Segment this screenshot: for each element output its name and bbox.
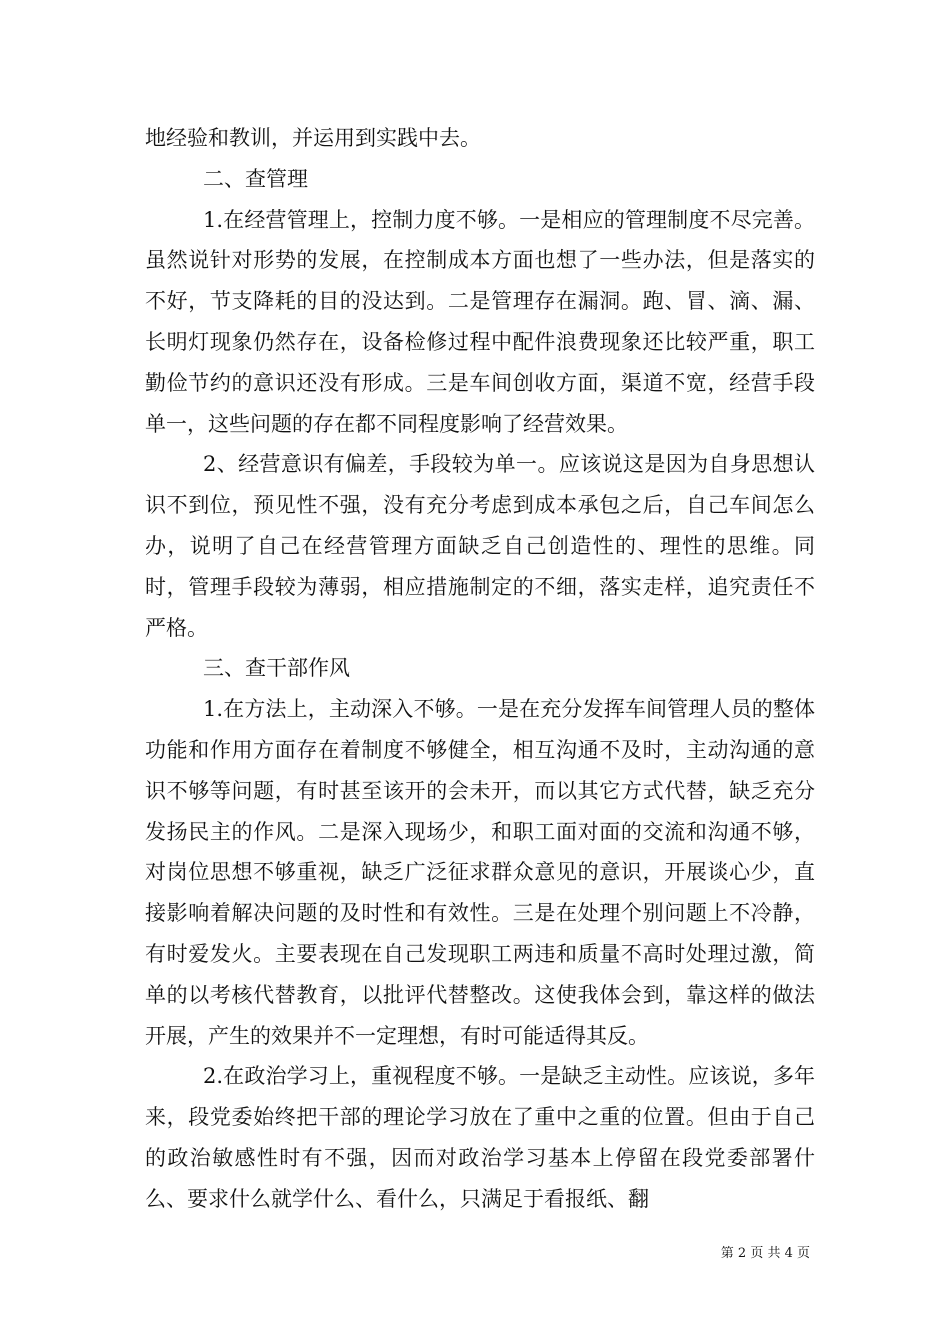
- paragraph-management-2: 2、经营意识有偏差，手段较为单一。应该说这是因为自身思想认识不到位，预见性不强，没有充分考虑到成本承包之后，自己车间怎么办，说明了自己在经营管理方面缺乏自己创造性的、理性的思维。同时，管理手段较为薄弱，相应措施制定的不细，落实走样，追究责任不严格。: [145, 452, 815, 640]
- section-heading-management: 二、查管理: [203, 166, 308, 191]
- section-heading-cadre-style: 三、查干部作风: [203, 656, 350, 681]
- page-number: 第 2 页 共 4 页: [720, 1246, 810, 1261]
- paragraph-cadre-style-2: 2.在政治学习上，重视程度不够。一是缺乏主动性。应该说，多年来，段党委始终把干部的理论学习放在了重中之重的位置。但由于自己的政治敏感性时有不强，因而对政治学习基本上停留在段党委部署什么、要求什么就学什么、看什么，只满足于看报纸、翻: [145, 1064, 815, 1211]
- paragraph-cadre-style-1: 1.在方法上，主动深入不够。一是在充分发挥车间管理人员的整体功能和作用方面存在着制度不够健全，相互沟通不及时，主动沟通的意识不够等问题，有时甚至该开的会未开，而以其它方式代替，缺乏充分发扬民主的作风。二是深入现场少，和职工面对面的交流和沟通不够，对岗位思想不够重视，缺乏广泛征求群众意见的意识，开展谈心少，直接影响着解决问题的及时性和有效性。三是在处理个别问题上不冷静，有时爱发火。主要表现在自己发现职工两违和质量不高时处理过激，简单的以考核代替教育，以批评代替整改。这使我体会到，靠这样的做法开展，产生的效果并不一定理想，有时可能适得其反。: [145, 697, 815, 1048]
- paragraph-management-1: 1.在经营管理上，控制力度不够。一是相应的管理制度不尽完善。虽然说针对形势的发展，在控制成本方面也想了一些办法，但是落实的不好，节支降耗的目的没达到。二是管理存在漏洞。跑、冒、滴、漏、长明灯现象仍然存在，设备检修过程中配件浪费现象还比较严重，职工勤俭节约的意识还没有形成。三是车间创收方面，渠道不宽，经营手段单一，这些问题的存在都不同程度影响了经营效果。: [145, 207, 815, 436]
- document-body: [145, 118, 815, 1220]
- paragraph-continuation: 地经验和教训，并运用到实践中去。: [145, 126, 481, 150]
